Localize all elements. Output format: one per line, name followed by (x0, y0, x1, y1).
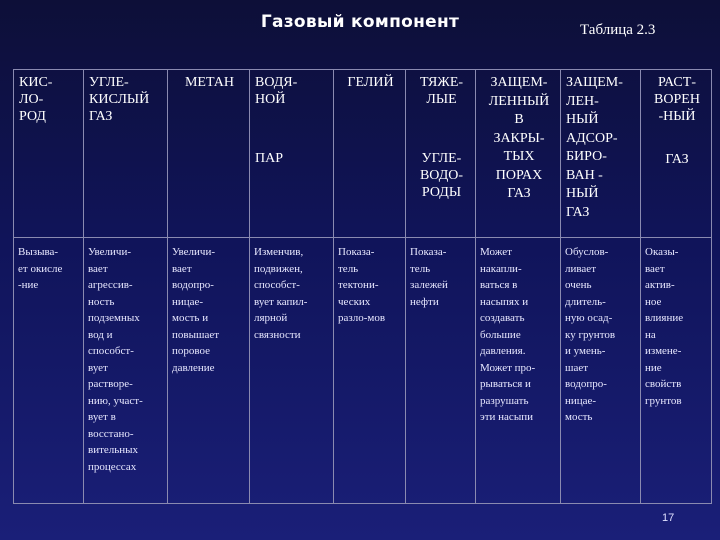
body-adsorbed: Обуслов- ливает очень длитель- ную осад- ку грунтов и умень- шает водопро- ницае- мость (565, 246, 616, 423)
slide-title: Газовый компонент (260, 12, 460, 32)
header-water-bottom: ПАР (255, 151, 284, 166)
body-cell-co2 (84, 238, 168, 504)
body-dissolved: Оказы- вает актив- ное влияние на измене- ние свойств грунтов (645, 246, 684, 407)
header-dissolved-top: РАСТ- ВОРЕН -НЫЙ (654, 75, 700, 124)
body-cell-water-vapor (250, 238, 334, 504)
header-helium: ГЕЛИЙ (347, 75, 394, 90)
body-water: Изменчив, подвижен, способст- вует капил- лярной связности (254, 246, 308, 341)
header-adsorbed: ЗАЩЕМ- ЛЕН- НЫЙ АДСОР- БИРО- ВАН - НЫЙ ГАЗ (566, 75, 623, 220)
body-methane: Увеличи- вает водопро- ницае- мость и повышает поровое давление (172, 246, 220, 374)
table-label: Таблица 2.3 (580, 22, 656, 38)
header-water-top: ВОДЯ- НОЙ (255, 75, 298, 107)
header-cell-adsorbed-gas (561, 70, 641, 238)
header-cell-heavy-hydrocarbons (406, 70, 476, 238)
body-closed-pores: Может накапли- ваться в насыпях и создавать большие давления. Может про- рываться и разрушать эти насыпи (480, 246, 536, 423)
header-cell-closed-pores-gas (476, 70, 561, 238)
header-co2: УГЛЕ- КИСЛЫЙ ГАЗ (89, 75, 150, 124)
header-heavy-bottom: УГЛЕ- ВОДО- РОДЫ (419, 151, 464, 200)
body-cell-oxygen (14, 238, 84, 504)
page-number: 17 (662, 512, 675, 524)
header-cell-dissolved-gas (641, 70, 712, 238)
body-cell-closed-pores-gas (476, 238, 561, 504)
header-cell-oxygen (14, 70, 84, 238)
body-cell-helium (334, 238, 406, 504)
body-cell-methane (168, 238, 250, 504)
body-heavy: Показа- тель залежей нефти (410, 246, 448, 308)
header-cell-methane (168, 70, 250, 238)
body-helium: Показа- тель тектони- ческих разло-мов (338, 246, 386, 324)
header-heavy-top: ТЯЖЕ- ЛЫЕ (419, 75, 464, 107)
header-oxygen: КИС- ЛО- РОД (19, 75, 53, 124)
body-row (14, 238, 712, 504)
header-cell-helium (334, 70, 406, 238)
header-dissolved-bottom: ГАЗ (665, 152, 689, 167)
header-cell-water-vapor (250, 70, 334, 238)
header-methane: МЕТАН (184, 75, 235, 90)
body-cell-dissolved-gas (641, 238, 712, 504)
header-cell-co2 (84, 70, 168, 238)
body-cell-heavy-hydrocarbons (406, 238, 476, 504)
body-oxygen: Вызыва- ет окисле -ние (18, 246, 63, 291)
body-co2: Увеличи- вает агрессив- ность подземных вод и способст- вует растворе- нию, участ- вует в восстано- вительных процессах (88, 246, 143, 473)
gas-component-table (13, 69, 712, 504)
header-closed-pores: ЗАЩЕМ- ЛЕННЫЙ В ЗАКРЫ- ТЫХ ПОРАХ ГАЗ (488, 75, 550, 201)
body-cell-adsorbed-gas (561, 238, 641, 504)
header-row (14, 70, 712, 238)
